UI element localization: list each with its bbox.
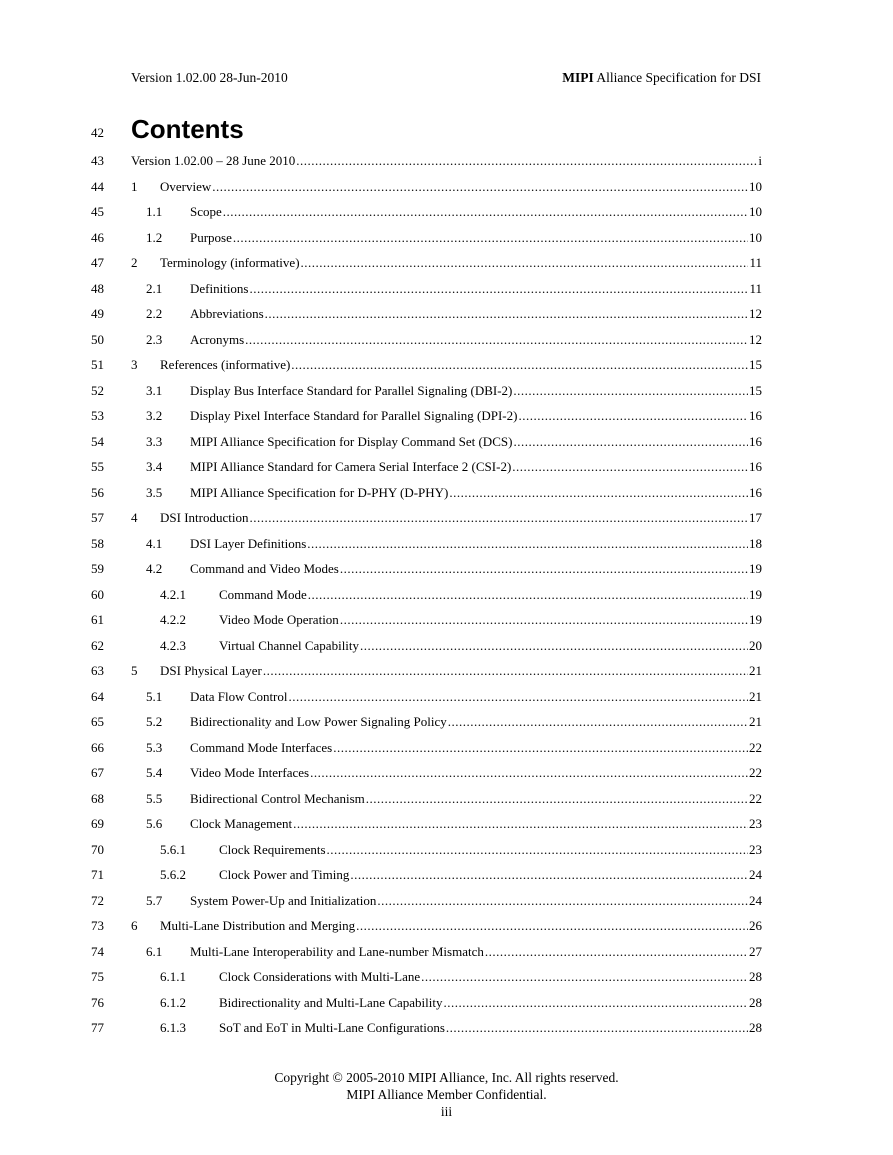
line-number: 74 — [91, 943, 104, 959]
dot-leader — [340, 610, 748, 630]
page-number: 16 — [749, 408, 762, 423]
page-number: 15 — [749, 382, 762, 398]
section-number: 3.1 — [146, 382, 163, 398]
toc-row — [0, 967, 893, 987]
toc-row — [0, 1018, 893, 1038]
toc-entry-link[interactable] — [146, 483, 762, 503]
toc-entry-link[interactable] — [146, 687, 762, 707]
page-number: 16 — [749, 459, 762, 474]
toc-entry-link[interactable] — [146, 891, 762, 911]
section-title: Bidirectional Control Mechanism — [190, 790, 365, 806]
toc-entry-link[interactable] — [131, 916, 762, 936]
page-number: 22 — [749, 765, 762, 780]
section-number: 6.1.3 — [160, 1020, 186, 1035]
page-number: 12 — [749, 306, 762, 321]
page-number: 10 — [749, 178, 762, 194]
section-title: Command Mode — [219, 586, 307, 602]
dot-leader — [360, 636, 748, 656]
section-title: MIPI Alliance Specification for Display Command Set (DCS) — [190, 433, 513, 449]
section-title: Data Flow Control — [190, 688, 288, 704]
dot-leader — [245, 330, 748, 350]
section-number: 2.1 — [146, 280, 163, 296]
section-title: Purpose — [190, 229, 232, 245]
section-title: Multi-Lane Interoperability and Lane-number Mismatch — [190, 943, 484, 959]
line-number: 62 — [91, 637, 104, 653]
section-title: MIPI Alliance Standard for Camera Serial Interface 2 (CSI-2) — [190, 459, 512, 474]
section-title: Overview — [160, 178, 212, 194]
toc-row — [0, 610, 893, 630]
page-number: 23 — [749, 816, 762, 831]
dot-leader — [356, 916, 748, 936]
section-title: Clock Requirements — [219, 841, 326, 857]
toc-entry-link[interactable] — [160, 636, 762, 656]
section-number: 5 — [131, 663, 138, 678]
dot-leader — [310, 763, 748, 783]
toc-row — [0, 253, 893, 273]
line-number: 55 — [91, 459, 104, 474]
toc-row — [0, 585, 893, 605]
toc-entry-link[interactable] — [131, 151, 762, 171]
page-number: 23 — [749, 841, 762, 857]
page-number: 19 — [749, 612, 762, 627]
section-number: 3.4 — [146, 459, 163, 474]
page-number: 21 — [749, 714, 762, 729]
dot-leader — [308, 585, 748, 605]
toc-row — [0, 228, 893, 248]
dot-leader — [263, 661, 748, 681]
dot-leader — [296, 151, 757, 171]
toc-entry-link[interactable] — [160, 585, 762, 605]
header-spec-title — [562, 70, 761, 86]
toc-entry-link[interactable] — [146, 304, 762, 324]
section-title: Version 1.02.00 – 28 June 2010 — [131, 153, 296, 168]
section-number: 5.3 — [146, 739, 163, 755]
toc-row — [0, 330, 893, 350]
section-title: DSI Physical Layer — [160, 663, 262, 678]
line-number: 49 — [91, 306, 104, 321]
toc-row — [0, 865, 893, 885]
dot-leader — [293, 814, 748, 834]
page-number: 10 — [749, 229, 762, 245]
section-title: Video Mode Operation — [219, 612, 339, 627]
section-number: 6.1.2 — [160, 994, 186, 1010]
toc-entry-link[interactable] — [146, 738, 762, 758]
dot-leader — [233, 228, 748, 248]
toc-entry-link[interactable] — [146, 559, 762, 579]
section-number: 4.1 — [146, 535, 163, 551]
section-number: 4.2.3 — [160, 637, 186, 653]
line-number: 57 — [91, 510, 104, 525]
section-number: 1 — [131, 178, 138, 194]
page-number: 24 — [749, 867, 762, 882]
page-number: 20 — [749, 637, 762, 653]
section-number: 3.2 — [146, 408, 163, 423]
section-number: 5.6.1 — [160, 841, 186, 857]
line-number: 46 — [91, 229, 104, 245]
section-title: MIPI Alliance Specification for D-PHY (D-PHY) — [190, 484, 449, 500]
section-title: Abbreviations — [190, 306, 264, 321]
line-number: 47 — [91, 255, 104, 270]
section-number: 1.2 — [146, 229, 163, 245]
toc-row — [0, 483, 893, 503]
toc-entry-link[interactable] — [146, 228, 762, 248]
toc-row — [0, 840, 893, 860]
toc-row — [0, 432, 893, 452]
dot-leader — [421, 967, 748, 987]
line-number: 52 — [91, 382, 104, 398]
page-number: 21 — [749, 688, 762, 704]
section-number: 1.1 — [146, 204, 163, 219]
line-number: 44 — [91, 178, 104, 194]
section-number: 4 — [131, 510, 138, 525]
toc-entry-link[interactable] — [146, 279, 762, 299]
page-number: 26 — [749, 918, 762, 933]
dot-leader — [291, 355, 748, 375]
toc-row — [0, 814, 893, 834]
dot-leader — [301, 253, 749, 273]
dot-leader — [366, 789, 748, 809]
toc-row — [0, 508, 893, 528]
section-number: 6.1.1 — [160, 969, 186, 984]
line-number: 65 — [91, 714, 104, 729]
toc-entry-link[interactable] — [146, 763, 762, 783]
toc-row — [0, 202, 893, 222]
page-number: i — [758, 153, 762, 168]
toc-row — [0, 763, 893, 783]
page-number: 28 — [749, 1020, 762, 1035]
section-number: 4.2 — [146, 561, 163, 576]
section-number: 5.4 — [146, 765, 163, 780]
dot-leader — [327, 840, 748, 860]
section-number: 5.2 — [146, 714, 163, 729]
section-title: Definitions — [190, 280, 249, 296]
dot-leader — [485, 942, 748, 962]
dot-leader — [249, 508, 748, 528]
toc-entry-link[interactable] — [131, 355, 762, 375]
line-number: 70 — [91, 841, 104, 857]
line-number: 42 — [91, 125, 104, 140]
dot-leader — [513, 432, 748, 452]
section-number: 6.1 — [146, 943, 163, 959]
line-number: 77 — [91, 1020, 104, 1035]
line-number: 67 — [91, 765, 104, 780]
toc-row — [0, 534, 893, 554]
page-number: 15 — [749, 357, 762, 372]
header-spec-rest: Alliance Specification for DSI — [593, 70, 761, 85]
header-mipi: MIPI — [562, 70, 594, 85]
page-number: 21 — [749, 663, 762, 678]
toc-entry-link[interactable] — [146, 381, 762, 401]
toc-row — [0, 406, 893, 426]
line-number: 72 — [91, 892, 104, 908]
line-number: 54 — [91, 433, 104, 449]
section-title: Video Mode Interfaces — [190, 765, 310, 780]
section-title: Display Pixel Interface Standard for Parallel Signaling (DPI-2) — [190, 408, 518, 423]
section-title: Clock Power and Timing — [219, 867, 350, 882]
section-number: 4.2.2 — [160, 612, 186, 627]
dot-leader — [443, 993, 748, 1013]
section-title: Acronyms — [190, 331, 245, 347]
line-number: 60 — [91, 586, 104, 602]
toc-row — [0, 636, 893, 656]
section-number: 3 — [131, 357, 138, 372]
toc-row — [0, 942, 893, 962]
toc-row — [0, 304, 893, 324]
toc-entry-link[interactable] — [131, 661, 762, 681]
line-number: 73 — [91, 918, 104, 933]
dot-leader — [250, 279, 749, 299]
toc-entry-link[interactable] — [160, 865, 762, 885]
toc-entry-link[interactable] — [146, 457, 762, 477]
line-number: 69 — [91, 816, 104, 831]
dot-leader — [223, 202, 748, 222]
toc-row — [0, 559, 893, 579]
page-number: 27 — [749, 943, 762, 959]
toc-row — [0, 916, 893, 936]
section-title: Display Bus Interface Standard for Parallel Signaling (DBI-2) — [190, 382, 513, 398]
page-number: 17 — [749, 510, 762, 525]
page-number: 12 — [749, 331, 762, 347]
page-number: 10 — [749, 204, 762, 219]
page-number: 24 — [749, 892, 762, 908]
section-number: 5.6.2 — [160, 867, 186, 882]
section-number: 6 — [131, 918, 138, 933]
dot-leader — [350, 865, 748, 885]
toc-entry-link[interactable] — [160, 610, 762, 630]
toc-entry-link[interactable] — [146, 330, 762, 350]
section-number: 2.3 — [146, 331, 163, 347]
toc-entry-link[interactable] — [146, 789, 762, 809]
line-number: 66 — [91, 739, 104, 755]
dot-leader — [307, 534, 748, 554]
line-number: 48 — [91, 280, 104, 296]
toc-entry-link[interactable] — [146, 712, 762, 732]
page-number: 11 — [749, 255, 762, 270]
line-number: 64 — [91, 688, 104, 704]
line-number: 76 — [91, 994, 104, 1010]
section-number: 5.1 — [146, 688, 163, 704]
line-number: 45 — [91, 204, 104, 219]
section-number: 4.2.1 — [160, 586, 186, 602]
line-number: 51 — [91, 357, 104, 372]
dot-leader — [449, 483, 748, 503]
section-number: 5.6 — [146, 816, 163, 831]
section-number: 5.5 — [146, 790, 163, 806]
dot-leader — [212, 177, 748, 197]
line-number: 50 — [91, 331, 104, 347]
footer-page-number: iii — [440, 1104, 453, 1119]
toc-entry-link[interactable] — [146, 202, 762, 222]
line-number: 71 — [91, 867, 104, 882]
line-number: 56 — [91, 484, 104, 500]
section-title: Scope — [190, 204, 222, 219]
dot-leader — [512, 457, 748, 477]
dot-leader — [446, 1018, 748, 1038]
toc-row — [0, 993, 893, 1013]
toc-entry-link[interactable] — [131, 177, 762, 197]
page-number: 19 — [749, 586, 762, 602]
toc-row — [0, 177, 893, 197]
dot-leader — [513, 381, 748, 401]
toc-entry-link[interactable] — [160, 840, 762, 860]
toc-row — [0, 279, 893, 299]
toc-row — [0, 151, 893, 171]
line-number: 59 — [91, 561, 104, 576]
toc-entry-link[interactable] — [146, 432, 762, 452]
section-title: SoT and EoT in Multi-Lane Configurations — [219, 1020, 445, 1035]
line-number: 53 — [91, 408, 104, 423]
toc-entry-link[interactable] — [131, 508, 762, 528]
dot-leader — [518, 406, 748, 426]
dot-leader — [340, 559, 748, 579]
line-number: 75 — [91, 969, 104, 984]
toc-row — [0, 381, 893, 401]
toc-entry-link[interactable] — [146, 534, 762, 554]
section-title: Command Mode Interfaces — [190, 739, 333, 755]
header-version: Version 1.02.00 28-Jun-2010 — [131, 70, 288, 85]
dot-leader — [289, 687, 749, 707]
section-number: 2 — [131, 255, 138, 270]
line-number: 58 — [91, 535, 104, 551]
toc-row — [0, 355, 893, 375]
contents-title-line — [0, 112, 893, 148]
toc-entry-link[interactable] — [160, 993, 762, 1013]
page-number: 19 — [749, 561, 762, 576]
page-number: 28 — [749, 994, 762, 1010]
page-number: 28 — [749, 969, 762, 984]
section-title: DSI Introduction — [160, 510, 249, 525]
toc-entry-link[interactable] — [146, 942, 762, 962]
line-number: 63 — [91, 663, 104, 678]
line-number: 68 — [91, 790, 104, 806]
section-title: Clock Management — [190, 816, 293, 831]
page-number: 11 — [749, 280, 762, 296]
toc-entry-link[interactable] — [131, 253, 762, 273]
toc-row — [0, 738, 893, 758]
page-title: Contents — [131, 114, 244, 144]
toc-row — [0, 457, 893, 477]
toc-row — [0, 891, 893, 911]
toc-row — [0, 661, 893, 681]
section-title: Clock Considerations with Multi-Lane — [219, 969, 421, 984]
footer-confidential: MIPI Alliance Member Confidential. — [346, 1087, 547, 1102]
toc-entry-link[interactable] — [160, 1018, 762, 1038]
section-title: Bidirectionality and Low Power Signaling Policy — [190, 714, 447, 729]
section-number: 3.3 — [146, 433, 163, 449]
footer — [0, 1069, 893, 1120]
section-title: Command and Video Modes — [190, 561, 339, 576]
toc-entry-link[interactable] — [160, 967, 762, 987]
toc-row — [0, 789, 893, 809]
section-title: System Power-Up and Initialization — [190, 892, 377, 908]
toc-row — [0, 687, 893, 707]
dot-leader — [265, 304, 748, 324]
page-number: 22 — [749, 739, 762, 755]
section-title: Virtual Channel Capability — [219, 637, 360, 653]
page-number: 16 — [749, 433, 762, 449]
line-number: 43 — [91, 153, 104, 168]
section-title: Terminology (informative) — [160, 255, 300, 270]
section-number: 2.2 — [146, 306, 163, 321]
section-number: 5.7 — [146, 892, 163, 908]
section-title: DSI Layer Definitions — [190, 535, 307, 551]
dot-leader — [377, 891, 748, 911]
dot-leader — [333, 738, 748, 758]
section-title: Bidirectionality and Multi-Lane Capability — [219, 994, 443, 1010]
page-number: 22 — [749, 790, 762, 806]
footer-copyright: Copyright © 2005-2010 MIPI Alliance, Inc. All rights reserved. — [274, 1070, 619, 1085]
page-number: 16 — [749, 484, 762, 500]
dot-leader — [448, 712, 748, 732]
section-number: 3.5 — [146, 484, 163, 500]
toc-entry-link[interactable] — [146, 406, 762, 426]
section-title: References (informative) — [160, 357, 291, 372]
line-number: 61 — [91, 612, 104, 627]
toc-row — [0, 712, 893, 732]
section-title: Multi-Lane Distribution and Merging — [160, 918, 356, 933]
toc-entry-link[interactable] — [146, 814, 762, 834]
page-number: 18 — [749, 535, 762, 551]
